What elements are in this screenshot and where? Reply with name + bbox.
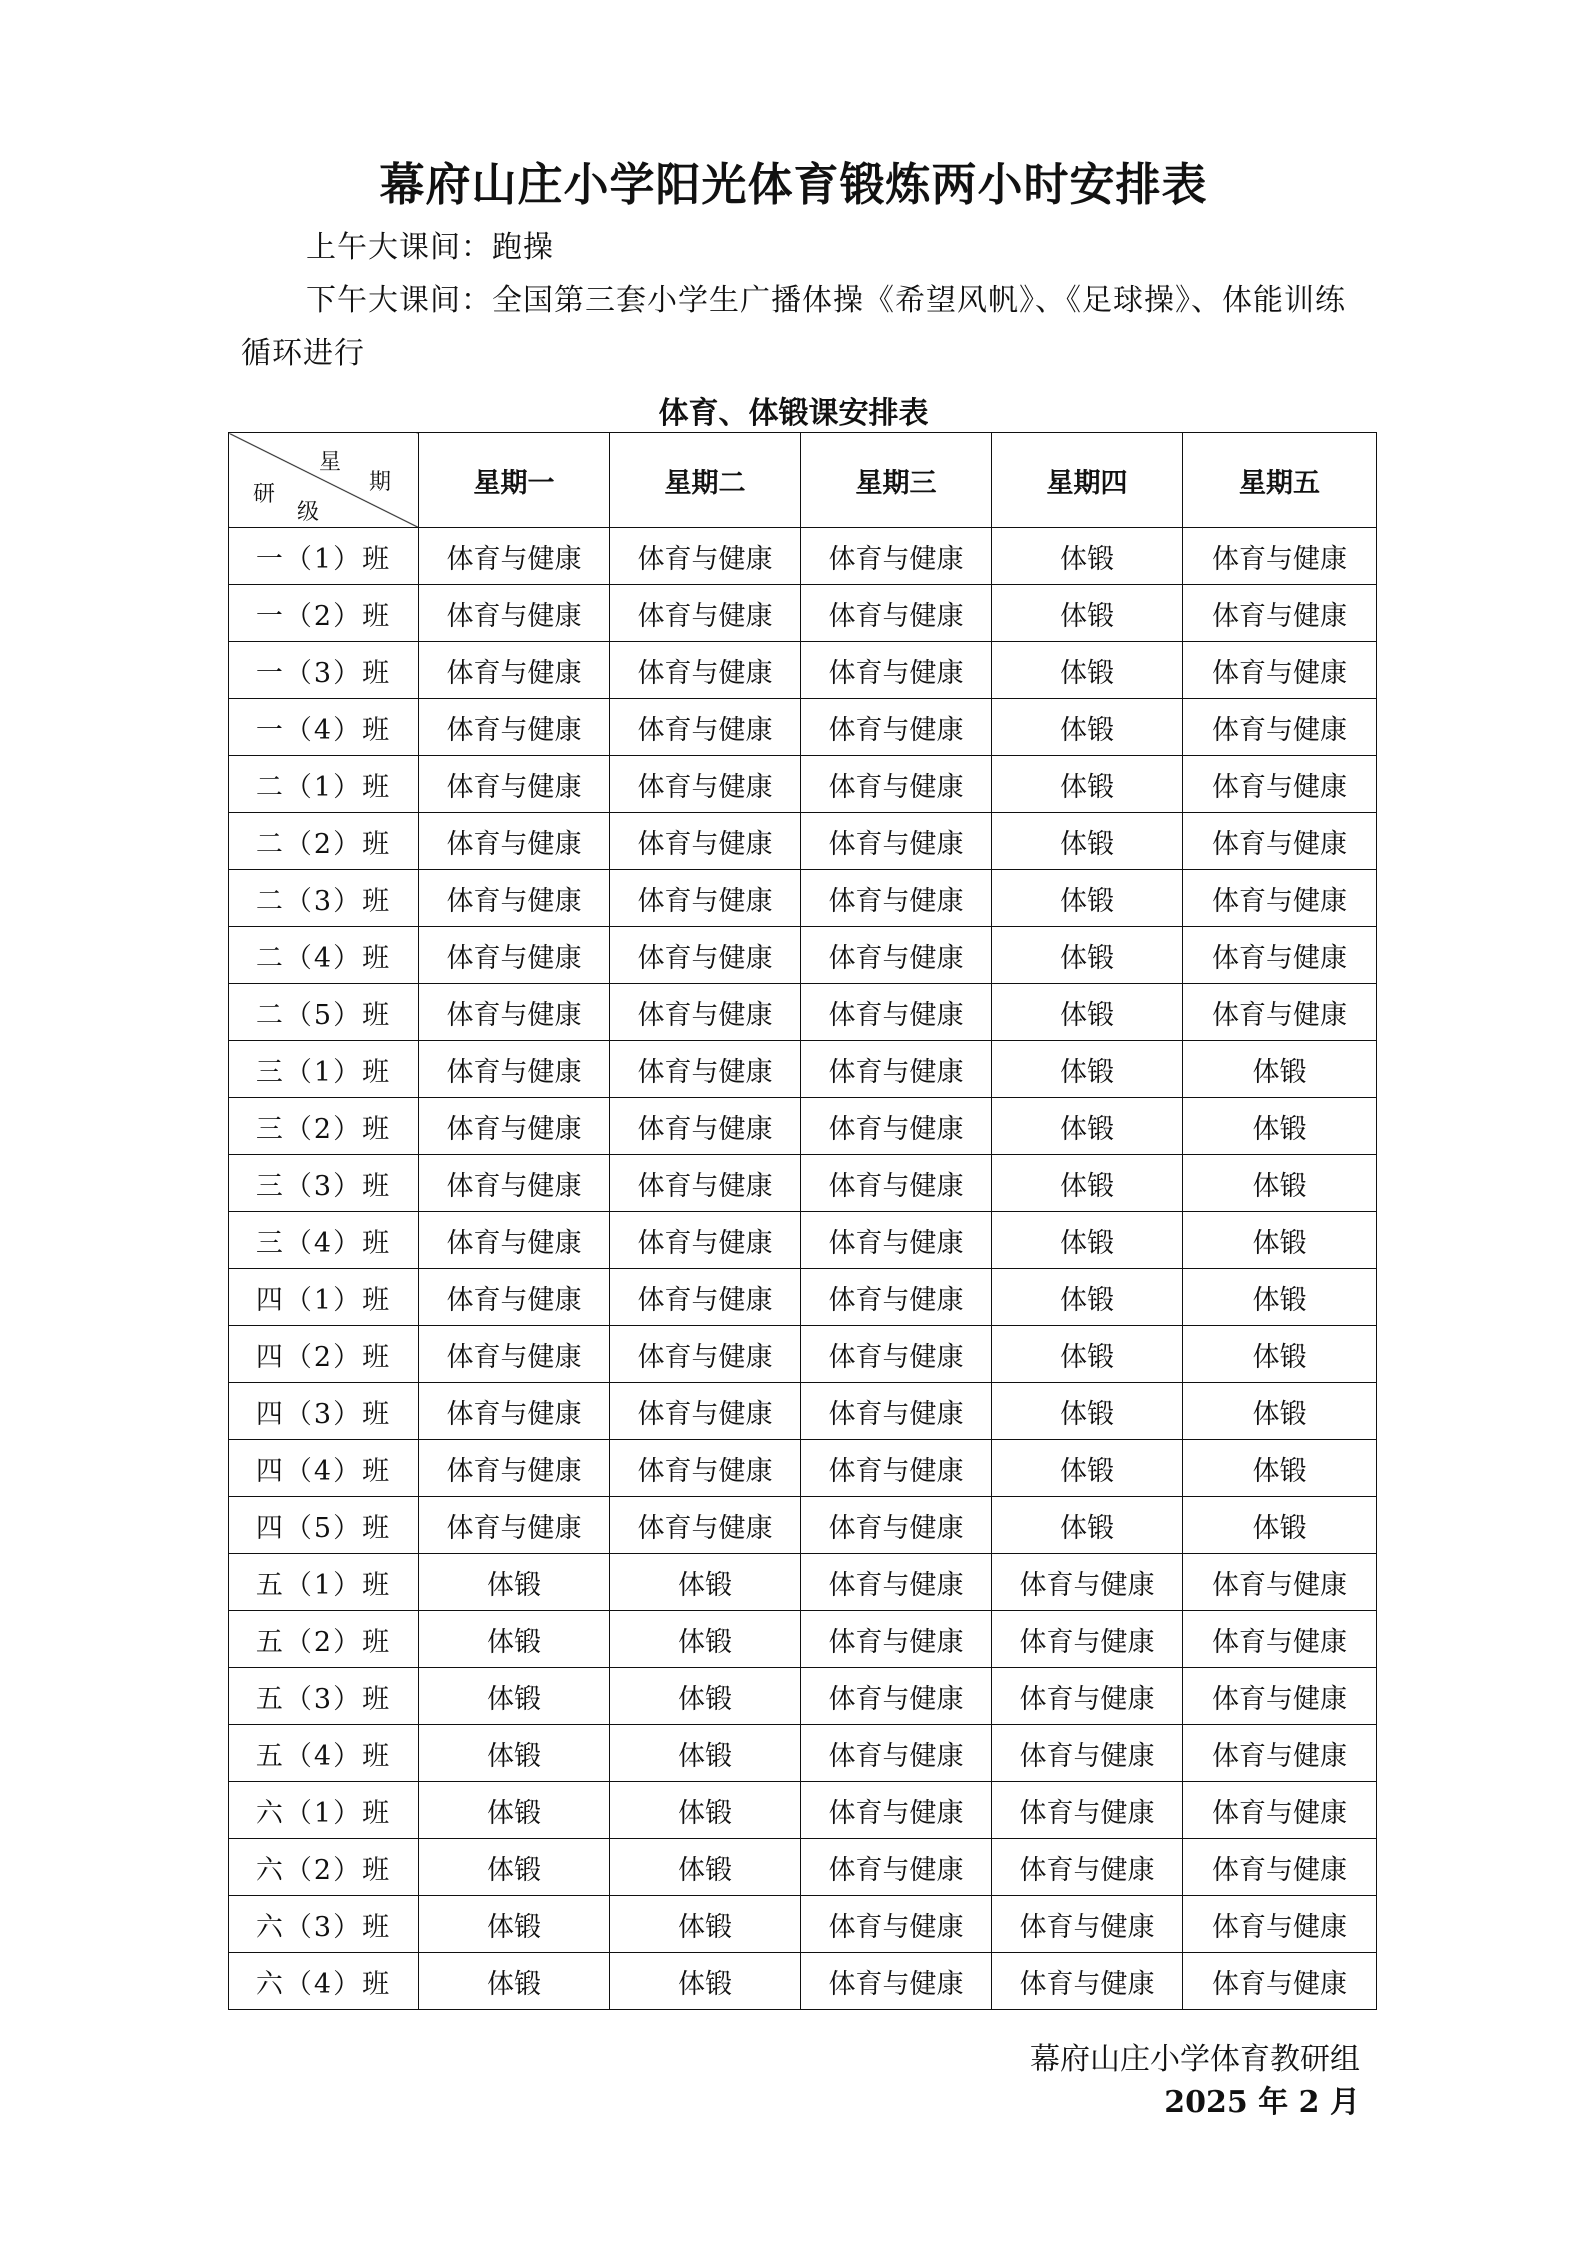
table-row bbox=[229, 870, 1377, 927]
table-row bbox=[229, 1953, 1377, 2010]
class-name-cell: 六（4）班 bbox=[229, 1953, 419, 2010]
class-name-cell: 三（4）班 bbox=[229, 1212, 419, 1269]
schedule-cell: 体育与健康 bbox=[801, 1611, 992, 1668]
header-thursday: 星期四 bbox=[992, 433, 1183, 528]
schedule-cell: 体育与健康 bbox=[801, 870, 992, 927]
schedule-cell: 体育与健康 bbox=[801, 1554, 992, 1611]
schedule-cell: 体育与健康 bbox=[610, 642, 801, 699]
schedule-cell: 体锻 bbox=[992, 1155, 1183, 1212]
schedule-cell: 体育与健康 bbox=[801, 1668, 992, 1725]
schedule-cell: 体育与健康 bbox=[801, 1098, 992, 1155]
schedule-cell: 体锻 bbox=[992, 585, 1183, 642]
class-name-cell: 六（1）班 bbox=[229, 1782, 419, 1839]
class-name-cell: 二（1）班 bbox=[229, 756, 419, 813]
schedule-cell: 体育与健康 bbox=[801, 1782, 992, 1839]
schedule-cell: 体育与健康 bbox=[419, 1041, 610, 1098]
class-name-cell: 五（2）班 bbox=[229, 1611, 419, 1668]
schedule-cell: 体育与健康 bbox=[992, 1782, 1183, 1839]
schedule-cell: 体育与健康 bbox=[419, 1098, 610, 1155]
schedule-cell: 体育与健康 bbox=[1183, 1953, 1377, 2010]
schedule-cell: 体育与健康 bbox=[801, 984, 992, 1041]
table-row bbox=[229, 585, 1377, 642]
class-name-cell: 二（4）班 bbox=[229, 927, 419, 984]
class-name-cell: 四（1）班 bbox=[229, 1269, 419, 1326]
schedule-cell: 体锻 bbox=[419, 1668, 610, 1725]
schedule-cell: 体锻 bbox=[992, 1098, 1183, 1155]
header-tuesday: 星期二 bbox=[610, 433, 801, 528]
schedule-cell: 体锻 bbox=[419, 1554, 610, 1611]
schedule-cell: 体育与健康 bbox=[610, 984, 801, 1041]
class-name-cell: 五（1）班 bbox=[229, 1554, 419, 1611]
table-row bbox=[229, 1896, 1377, 1953]
table-row bbox=[229, 642, 1377, 699]
schedule-cell: 体育与健康 bbox=[801, 1896, 992, 1953]
header-friday: 星期五 bbox=[1183, 433, 1377, 528]
schedule-cell: 体锻 bbox=[992, 984, 1183, 1041]
schedule-cell: 体育与健康 bbox=[1183, 870, 1377, 927]
schedule-cell: 体锻 bbox=[992, 1269, 1183, 1326]
schedule-cell: 体锻 bbox=[610, 1725, 801, 1782]
schedule-cell: 体育与健康 bbox=[992, 1896, 1183, 1953]
page-title: 幕府山庄小学阳光体育锻炼两小时安排表 bbox=[379, 158, 1208, 211]
schedule-cell: 体育与健康 bbox=[419, 1440, 610, 1497]
schedule-cell: 体育与健康 bbox=[801, 585, 992, 642]
schedule-cell: 体锻 bbox=[992, 927, 1183, 984]
schedule-cell: 体育与健康 bbox=[610, 813, 801, 870]
morning-activity: 上午大课间：跑操 bbox=[306, 230, 554, 265]
schedule-cell: 体育与健康 bbox=[1183, 1839, 1377, 1896]
schedule-cell: 体育与健康 bbox=[610, 870, 801, 927]
schedule-cell: 体育与健康 bbox=[419, 813, 610, 870]
schedule-cell: 体育与健康 bbox=[1183, 642, 1377, 699]
schedule-cell: 体育与健康 bbox=[419, 927, 610, 984]
schedule-cell: 体锻 bbox=[610, 1896, 801, 1953]
schedule-cell: 体锻 bbox=[419, 1611, 610, 1668]
schedule-cell: 体育与健康 bbox=[801, 1326, 992, 1383]
class-name-cell: 二（3）班 bbox=[229, 870, 419, 927]
diagonal-header-cell bbox=[229, 433, 419, 528]
afternoon-activity: 下午大课间：全国第三套小学生广播体操《希望风帆》、《足球操》、体能训练循环进行 bbox=[241, 283, 1346, 371]
schedule-cell: 体育与健康 bbox=[1183, 927, 1377, 984]
schedule-cell: 体育与健康 bbox=[610, 756, 801, 813]
schedule-cell: 体育与健康 bbox=[419, 1326, 610, 1383]
class-name-cell: 五（4）班 bbox=[229, 1725, 419, 1782]
schedule-cell: 体锻 bbox=[610, 1554, 801, 1611]
class-name-cell: 六（2）班 bbox=[229, 1839, 419, 1896]
schedule-cell: 体锻 bbox=[610, 1782, 801, 1839]
schedule-cell: 体育与健康 bbox=[610, 1212, 801, 1269]
footer-organization: 幕府山庄小学体育教研组 bbox=[1030, 2042, 1360, 2077]
schedule-cell: 体锻 bbox=[1183, 1269, 1377, 1326]
schedule-cell: 体育与健康 bbox=[419, 1155, 610, 1212]
schedule-cell: 体育与健康 bbox=[801, 699, 992, 756]
table-row bbox=[229, 927, 1377, 984]
class-name-cell: 四（4）班 bbox=[229, 1440, 419, 1497]
schedule-cell: 体锻 bbox=[1183, 1155, 1377, 1212]
schedule-cell: 体育与健康 bbox=[801, 927, 992, 984]
table-row bbox=[229, 1611, 1377, 1668]
schedule-cell: 体锻 bbox=[610, 1611, 801, 1668]
schedule-cell: 体锻 bbox=[1183, 1497, 1377, 1554]
schedule-cell: 体锻 bbox=[1183, 1212, 1377, 1269]
table-header-row bbox=[229, 433, 1377, 528]
table-row bbox=[229, 813, 1377, 870]
schedule-cell: 体育与健康 bbox=[801, 1497, 992, 1554]
table-row bbox=[229, 1725, 1377, 1782]
schedule-cell: 体育与健康 bbox=[1183, 528, 1377, 585]
class-name-cell: 二（5）班 bbox=[229, 984, 419, 1041]
schedule-cell: 体锻 bbox=[1183, 1326, 1377, 1383]
schedule-cell: 体锻 bbox=[419, 1953, 610, 2010]
schedule-cell: 体锻 bbox=[992, 642, 1183, 699]
table-row bbox=[229, 1668, 1377, 1725]
schedule-cell: 体锻 bbox=[992, 1041, 1183, 1098]
table-row bbox=[229, 1098, 1377, 1155]
schedule-cell: 体育与健康 bbox=[610, 1440, 801, 1497]
table-row bbox=[229, 1155, 1377, 1212]
schedule-cell: 体育与健康 bbox=[1183, 1611, 1377, 1668]
class-name-cell: 四（2）班 bbox=[229, 1326, 419, 1383]
schedule-cell: 体育与健康 bbox=[801, 1839, 992, 1896]
class-name-cell: 三（1）班 bbox=[229, 1041, 419, 1098]
table-caption: 体育、体锻课安排表 bbox=[658, 396, 929, 431]
table-row bbox=[229, 1269, 1377, 1326]
schedule-cell: 体育与健康 bbox=[610, 1041, 801, 1098]
table-row bbox=[229, 984, 1377, 1041]
schedule-cell: 体育与健康 bbox=[610, 528, 801, 585]
schedule-cell: 体育与健康 bbox=[610, 699, 801, 756]
schedule-cell: 体育与健康 bbox=[992, 1839, 1183, 1896]
schedule-cell: 体育与健康 bbox=[1183, 1896, 1377, 1953]
schedule-cell: 体育与健康 bbox=[1183, 984, 1377, 1041]
schedule-cell: 体育与健康 bbox=[610, 1269, 801, 1326]
class-name-cell: 一（4）班 bbox=[229, 699, 419, 756]
class-name-cell: 一（2）班 bbox=[229, 585, 419, 642]
schedule-cell: 体育与健康 bbox=[1183, 585, 1377, 642]
schedule-cell: 体育与健康 bbox=[419, 1497, 610, 1554]
class-name-cell: 三（2）班 bbox=[229, 1098, 419, 1155]
schedule-cell: 体育与健康 bbox=[610, 1497, 801, 1554]
table-row bbox=[229, 1041, 1377, 1098]
schedule-cell: 体育与健康 bbox=[419, 528, 610, 585]
class-name-cell: 三（3）班 bbox=[229, 1155, 419, 1212]
schedule-cell: 体锻 bbox=[419, 1839, 610, 1896]
schedule-cell: 体育与健康 bbox=[801, 1953, 992, 2010]
schedule-cell: 体育与健康 bbox=[801, 528, 992, 585]
header-monday: 星期一 bbox=[419, 433, 610, 528]
class-name-cell: 四（3）班 bbox=[229, 1383, 419, 1440]
schedule-cell: 体育与健康 bbox=[801, 1041, 992, 1098]
table-row bbox=[229, 1440, 1377, 1497]
schedule-cell: 体育与健康 bbox=[992, 1554, 1183, 1611]
schedule-cell: 体锻 bbox=[1183, 1041, 1377, 1098]
class-name-cell: 四（5）班 bbox=[229, 1497, 419, 1554]
table-row bbox=[229, 1782, 1377, 1839]
schedule-cell: 体锻 bbox=[1183, 1098, 1377, 1155]
schedule-cell: 体育与健康 bbox=[801, 1725, 992, 1782]
schedule-cell: 体育与健康 bbox=[419, 699, 610, 756]
schedule-cell: 体锻 bbox=[419, 1782, 610, 1839]
schedule-cell: 体育与健康 bbox=[419, 1212, 610, 1269]
diag-label-xing: 星 bbox=[319, 450, 342, 475]
class-name-cell: 六（3）班 bbox=[229, 1896, 419, 1953]
schedule-cell: 体育与健康 bbox=[992, 1953, 1183, 2010]
schedule-cell: 体锻 bbox=[992, 1383, 1183, 1440]
table-row bbox=[229, 699, 1377, 756]
schedule-cell: 体锻 bbox=[1183, 1440, 1377, 1497]
schedule-cell: 体育与健康 bbox=[992, 1611, 1183, 1668]
schedule-cell: 体锻 bbox=[992, 1497, 1183, 1554]
table-row bbox=[229, 1383, 1377, 1440]
schedule-cell: 体育与健康 bbox=[419, 984, 610, 1041]
schedule-cell: 体锻 bbox=[992, 1326, 1183, 1383]
schedule-cell: 体育与健康 bbox=[1183, 1668, 1377, 1725]
schedule-cell: 体锻 bbox=[992, 756, 1183, 813]
schedule-cell: 体育与健康 bbox=[419, 1269, 610, 1326]
schedule-cell: 体育与健康 bbox=[419, 642, 610, 699]
schedule-cell: 体育与健康 bbox=[610, 1098, 801, 1155]
table-row bbox=[229, 1839, 1377, 1896]
schedule-cell: 体锻 bbox=[419, 1725, 610, 1782]
schedule-cell: 体育与健康 bbox=[992, 1725, 1183, 1782]
schedule-cell: 体锻 bbox=[992, 528, 1183, 585]
schedule-cell: 体育与健康 bbox=[801, 1212, 992, 1269]
schedule-cell: 体育与健康 bbox=[1183, 756, 1377, 813]
diag-label-ji: 级 bbox=[297, 500, 320, 525]
table-row bbox=[229, 1554, 1377, 1611]
diag-label-qi: 期 bbox=[369, 470, 392, 495]
schedule-table bbox=[228, 432, 1377, 2010]
header-wednesday: 星期三 bbox=[801, 433, 992, 528]
schedule-cell: 体锻 bbox=[992, 1440, 1183, 1497]
footer-date: 2025 年 2 月 bbox=[1164, 2085, 1360, 2120]
schedule-cell: 体育与健康 bbox=[801, 642, 992, 699]
schedule-cell: 体育与健康 bbox=[1183, 1725, 1377, 1782]
schedule-cell: 体育与健康 bbox=[801, 756, 992, 813]
schedule-cell: 体育与健康 bbox=[801, 1383, 992, 1440]
table-row bbox=[229, 756, 1377, 813]
schedule-cell: 体锻 bbox=[610, 1839, 801, 1896]
schedule-cell: 体锻 bbox=[992, 813, 1183, 870]
schedule-cell: 体锻 bbox=[1183, 1383, 1377, 1440]
schedule-cell: 体育与健康 bbox=[419, 756, 610, 813]
schedule-cell: 体育与健康 bbox=[610, 1383, 801, 1440]
schedule-cell: 体锻 bbox=[419, 1896, 610, 1953]
schedule-cell: 体育与健康 bbox=[610, 1326, 801, 1383]
schedule-cell: 体育与健康 bbox=[1183, 1554, 1377, 1611]
class-name-cell: 二（2）班 bbox=[229, 813, 419, 870]
schedule-cell: 体育与健康 bbox=[801, 1269, 992, 1326]
schedule-cell: 体锻 bbox=[610, 1668, 801, 1725]
schedule-cell: 体育与健康 bbox=[1183, 1782, 1377, 1839]
schedule-cell: 体锻 bbox=[992, 870, 1183, 927]
schedule-cell: 体育与健康 bbox=[801, 813, 992, 870]
class-name-cell: 一（1）班 bbox=[229, 528, 419, 585]
schedule-cell: 体育与健康 bbox=[419, 1383, 610, 1440]
schedule-cell: 体育与健康 bbox=[992, 1668, 1183, 1725]
schedule-cell: 体育与健康 bbox=[610, 1155, 801, 1212]
class-name-cell: 五（3）班 bbox=[229, 1668, 419, 1725]
schedule-cell: 体锻 bbox=[610, 1953, 801, 2010]
schedule-cell: 体育与健康 bbox=[419, 870, 610, 927]
schedule-cell: 体育与健康 bbox=[419, 585, 610, 642]
diag-label-yan: 研 bbox=[253, 482, 276, 507]
schedule-cell: 体锻 bbox=[992, 1212, 1183, 1269]
schedule-cell: 体育与健康 bbox=[1183, 699, 1377, 756]
table-row bbox=[229, 1212, 1377, 1269]
table-row bbox=[229, 1326, 1377, 1383]
schedule-cell: 体育与健康 bbox=[801, 1155, 992, 1212]
schedule-cell: 体育与健康 bbox=[801, 1440, 992, 1497]
schedule-cell: 体育与健康 bbox=[1183, 813, 1377, 870]
schedule-cell: 体育与健康 bbox=[610, 927, 801, 984]
schedule-cell: 体锻 bbox=[992, 699, 1183, 756]
table-row bbox=[229, 1497, 1377, 1554]
table-row bbox=[229, 528, 1377, 585]
class-name-cell: 一（3）班 bbox=[229, 642, 419, 699]
schedule-cell: 体育与健康 bbox=[610, 585, 801, 642]
